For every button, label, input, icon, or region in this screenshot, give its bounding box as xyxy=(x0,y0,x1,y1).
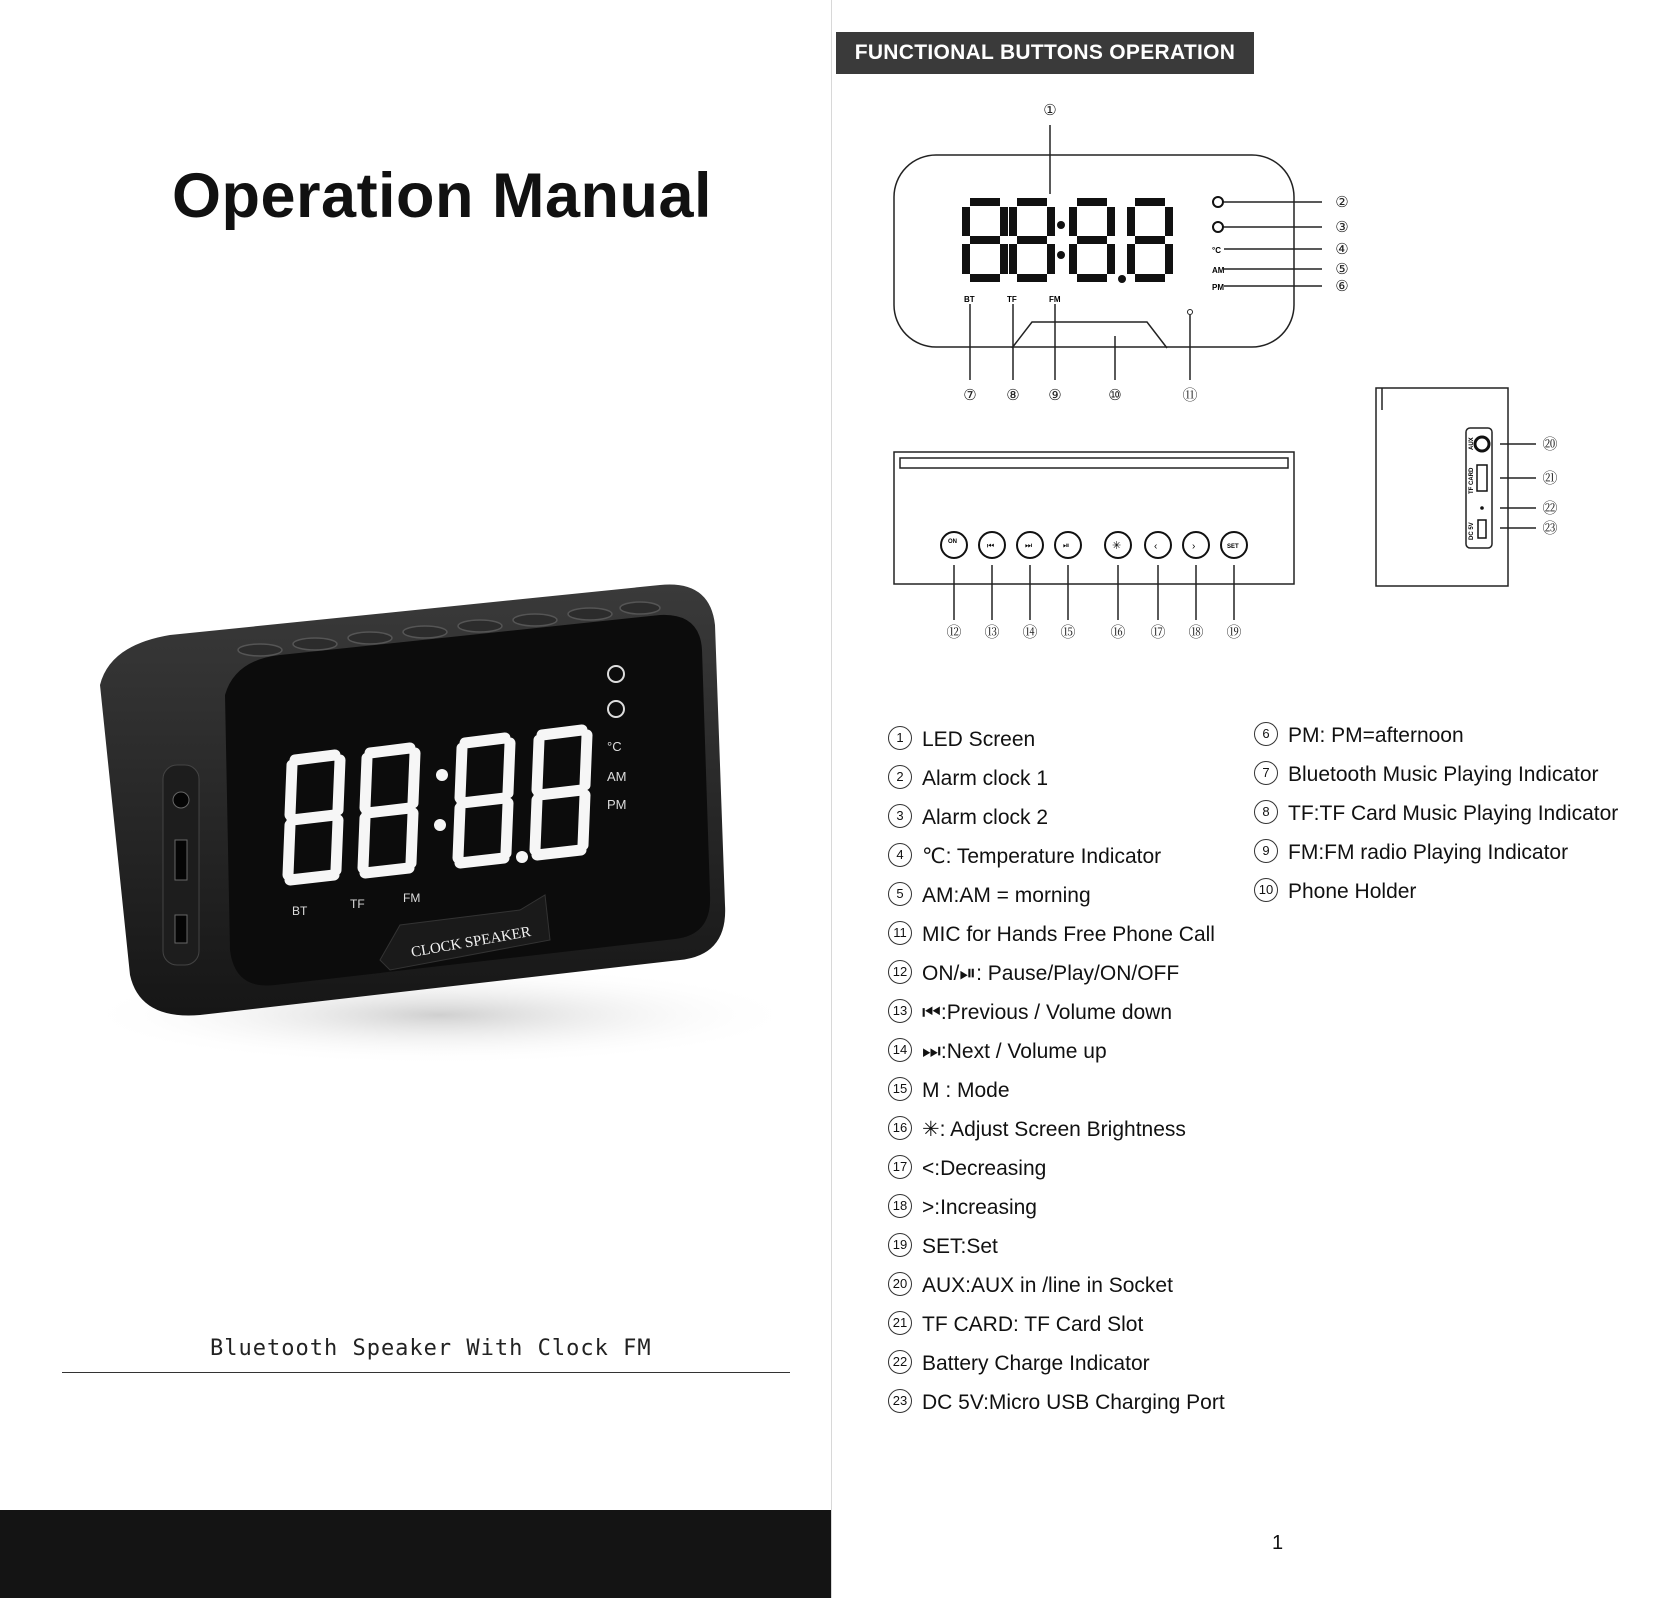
callout-15: ⑮ xyxy=(1060,624,1076,641)
previous-icon: ⏮ xyxy=(987,541,995,550)
callout-1: ① xyxy=(1043,102,1057,119)
legend-item: 17 <:Decreasing xyxy=(888,1149,1225,1188)
legend-item: 16 ✳: Adjust Screen Brightness xyxy=(888,1110,1225,1149)
front-am-label: AM xyxy=(1212,266,1225,275)
legend-item: 18 >:Increasing xyxy=(888,1188,1225,1227)
manual-title: Operation Manual xyxy=(172,161,713,231)
callout-6: ⑥ xyxy=(1335,278,1349,295)
legend-item: 4 ℃: Temperature Indicator xyxy=(888,837,1225,876)
front-fm-label: FM xyxy=(1049,295,1061,304)
callout-8: ⑧ xyxy=(1006,387,1020,404)
legend-item: 20 AUX:AUX in /line in Socket xyxy=(888,1266,1225,1305)
photo-bt-label: BT xyxy=(292,904,308,918)
photo-brand-plate: CLOCK SPEAKER xyxy=(409,924,533,961)
callout-20: ⑳ xyxy=(1542,436,1558,453)
photo-am-label: AM xyxy=(607,769,627,784)
callout-12: ⑫ xyxy=(946,624,962,641)
callout-14: ⑭ xyxy=(1022,624,1038,641)
page-number: 1 xyxy=(1272,1532,1284,1554)
legend-item: 2 Alarm clock 1 xyxy=(888,759,1225,798)
legend-list-right xyxy=(1254,716,1618,911)
next-icon: ⏭ xyxy=(1025,541,1033,550)
legend-item: 22 Battery Charge Indicator xyxy=(888,1344,1225,1383)
on-play-button-diagram xyxy=(941,532,967,558)
tf-card-label: TF CARD xyxy=(1469,467,1475,494)
callout-16: ⑯ xyxy=(1110,624,1126,641)
photo-fm-label: FM xyxy=(403,891,421,905)
product-subtitle: Bluetooth Speaker With Clock FM xyxy=(210,1336,652,1361)
callout-21: ㉑ xyxy=(1542,470,1558,487)
legend-item: 10 Phone Holder xyxy=(1254,872,1618,911)
battery-led-icon xyxy=(1480,506,1484,510)
callout-4: ④ xyxy=(1335,241,1349,258)
tf-slot-icon xyxy=(1477,465,1487,491)
instructions-page xyxy=(832,0,1662,1598)
legend-list-left xyxy=(888,720,1225,1422)
usb-port-icon xyxy=(1478,520,1486,538)
legend-item: 14 ⏭:Next / Volume up xyxy=(888,1032,1225,1071)
on-button-text: ON xyxy=(948,539,957,545)
legend-item: 1 LED Screen xyxy=(888,720,1225,759)
callout-10: ⑩ xyxy=(1108,387,1122,404)
legend-item: 15 M : Mode xyxy=(888,1071,1225,1110)
increase-icon: › xyxy=(1192,541,1196,552)
legend-item: 8 TF:TF Card Music Playing Indicator xyxy=(1254,794,1618,833)
photo-celsius-label: °C xyxy=(607,739,622,754)
device-diagram xyxy=(832,90,1662,650)
legend-item: 3 Alarm clock 2 xyxy=(888,798,1225,837)
front-celsius-label: °C xyxy=(1212,246,1221,255)
phone-holder-shape xyxy=(1012,322,1167,348)
legend-item: 13 ⏮:Previous / Volume down xyxy=(888,993,1225,1032)
callout-11: ⑪ xyxy=(1182,387,1198,404)
product-photo xyxy=(60,575,830,1095)
callout-2: ② xyxy=(1335,194,1349,211)
legend-item: 21 TF CARD: TF Card Slot xyxy=(888,1305,1225,1344)
front-pm-label: PM xyxy=(1212,283,1224,292)
callout-19: ⑲ xyxy=(1226,624,1242,641)
side-view-outline xyxy=(1376,388,1508,586)
legend-item: 23 DC 5V:Micro USB Charging Port xyxy=(888,1383,1225,1422)
legend-item: 12 ON/⏯: Pause/Play/ON/OFF xyxy=(888,954,1225,993)
increase-button-diagram xyxy=(1183,532,1209,558)
photo-pm-label: PM xyxy=(607,797,627,812)
callout-13: ⑬ xyxy=(984,624,1000,641)
brightness-icon: ✳ xyxy=(1112,540,1122,552)
legend-item: 7 Bluetooth Music Playing Indicator xyxy=(1254,755,1618,794)
aux-label: AUX xyxy=(1469,437,1475,450)
photo-tf-label: TF xyxy=(350,897,365,911)
callout-3: ③ xyxy=(1335,219,1349,236)
front-tf-label: TF xyxy=(1007,295,1017,304)
cover-bottom-band xyxy=(0,1510,832,1598)
callout-23: ㉓ xyxy=(1542,520,1558,537)
set-button-text: SET xyxy=(1227,544,1239,550)
callout-18: ⑱ xyxy=(1188,624,1204,641)
callout-5: ⑤ xyxy=(1335,261,1349,278)
legend-item: 6 PM: PM=afternoon xyxy=(1254,716,1618,755)
decrease-button-diagram xyxy=(1145,532,1171,558)
section-header: FUNCTIONAL BUTTONS OPERATION xyxy=(836,32,1254,74)
callout-17: ⑰ xyxy=(1150,624,1166,641)
subtitle-rule xyxy=(62,1372,790,1373)
front-view-outline xyxy=(894,155,1294,347)
front-bt-label: BT xyxy=(964,295,975,304)
legend-item: 19 SET:Set xyxy=(888,1227,1225,1266)
legend-item: 9 FM:FM radio Playing Indicator xyxy=(1254,833,1618,872)
callout-22: ㉒ xyxy=(1542,500,1558,517)
aux-port-icon xyxy=(1475,437,1489,451)
decrease-icon: ‹ xyxy=(1154,541,1158,552)
callout-7: ⑦ xyxy=(963,387,977,404)
top-view-outline xyxy=(894,452,1294,584)
legend-item: 5 AM:AM = morning xyxy=(888,876,1225,915)
mode-icon: ⏯ xyxy=(1063,541,1070,550)
legend-item: 11 MIC for Hands Free Phone Call xyxy=(888,915,1225,954)
callout-9: ⑨ xyxy=(1048,387,1062,404)
dc-label: DC 5V xyxy=(1469,522,1475,540)
